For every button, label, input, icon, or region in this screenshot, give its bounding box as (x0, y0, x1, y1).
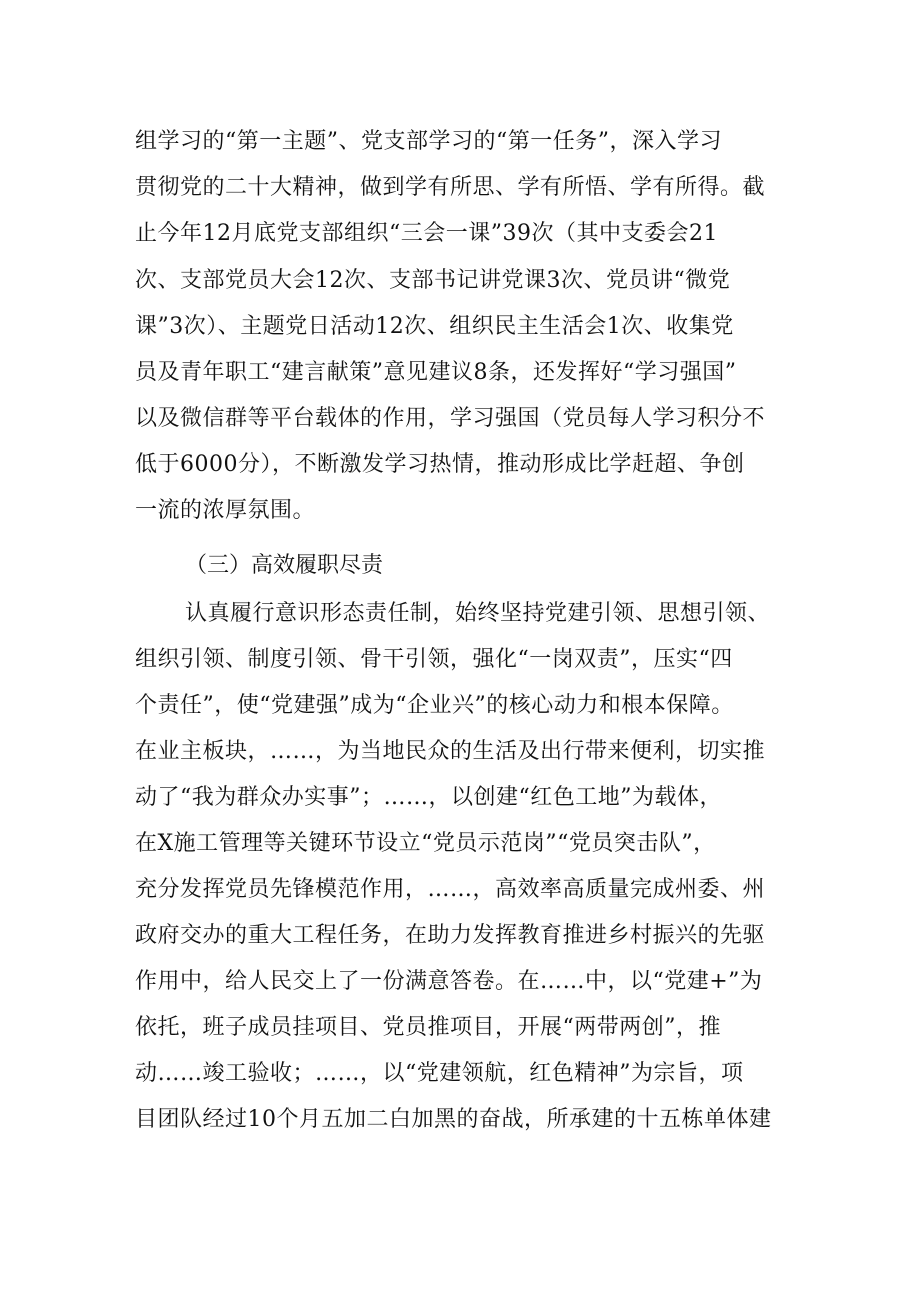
paragraph-2-line-4: 在业主板块，……，为当地民众的生活及出行带来便利，切实推 (135, 739, 766, 764)
paragraph-1-line-3: 止今年12月底党支部组织“三会一课”39次（其中支委会21 (135, 221, 718, 246)
paragraph-1-line-9: 一流的浓厚氛围。 (135, 498, 316, 523)
paragraph-2-line-2: 组织引领、制度引领、骨干引领，强化“一岗双责”，压实“四 (135, 647, 733, 672)
paragraph-1-line-6: 员及青年职工“建言献策”意见建议8条，还发挥好“学习强国” (135, 360, 737, 385)
paragraph-1-line-1: 组学习的“第一主题”、党支部学习的“第一任务”，深入学习 (135, 129, 722, 154)
paragraph-2-line-5: 动了“我为群众办实事”；……，以创建“红色工地”为载体， (135, 785, 722, 810)
paragraph-1-line-2: 贯彻党的二十大精神，做到学有所思、学有所悟、学有所得。截 (135, 175, 766, 200)
paragraph-2-line-8: 政府交办的重大工程任务，在助力发挥教育推进乡村振兴的先驱 (135, 923, 766, 948)
paragraph-1-line-8: 低于6000分），不断激发学习热情，推动形成比学赶超、争创 (135, 452, 745, 477)
paragraph-2-line-12: 目团队经过10个月五加二白加黑的奋战，所承建的十五栋单体建 (135, 1107, 772, 1132)
paragraph-2-line-10: 依托，班子成员挂项目、党员推项目，开展“两带两创”，推 (135, 1015, 721, 1040)
paragraph-2-line-7: 充分发挥党员先锋模范作用，……，高效率高质量完成州委、州 (135, 877, 766, 902)
paragraph-1-line-4: 次、支部党员大会12次、支部书记讲党课3次、党员讲“微党 (135, 268, 731, 293)
paragraph-1-line-7: 以及微信群等平台载体的作用，学习强国（党员每人学习积分不 (135, 406, 766, 431)
paragraph-2-line-6: 在X施工管理等关键环节设立“党员示范岗”“党员突击队”， (135, 831, 716, 856)
paragraph-2-line-3: 个责任”，使“党建强”成为“企业兴”的核心动力和根本保障。 (135, 693, 734, 718)
paragraph-2-line-1: 认真履行意识形态责任制，始终坚持党建引领、思想引领、 (185, 601, 771, 626)
paragraph-2-line-9: 作用中，给人民交上了一份满意答卷。在……中，以“党建+”为 (135, 969, 763, 994)
paragraph-2-line-11: 动……竣工验收；……，以“党建领航，红色精神”为宗旨，项 (135, 1061, 744, 1086)
paragraph-1-line-5: 课”3次）、主题党日活动12次、组织民主生活会1次、收集党 (135, 314, 734, 339)
section-heading: （三）高效履职尽责 (185, 553, 384, 578)
